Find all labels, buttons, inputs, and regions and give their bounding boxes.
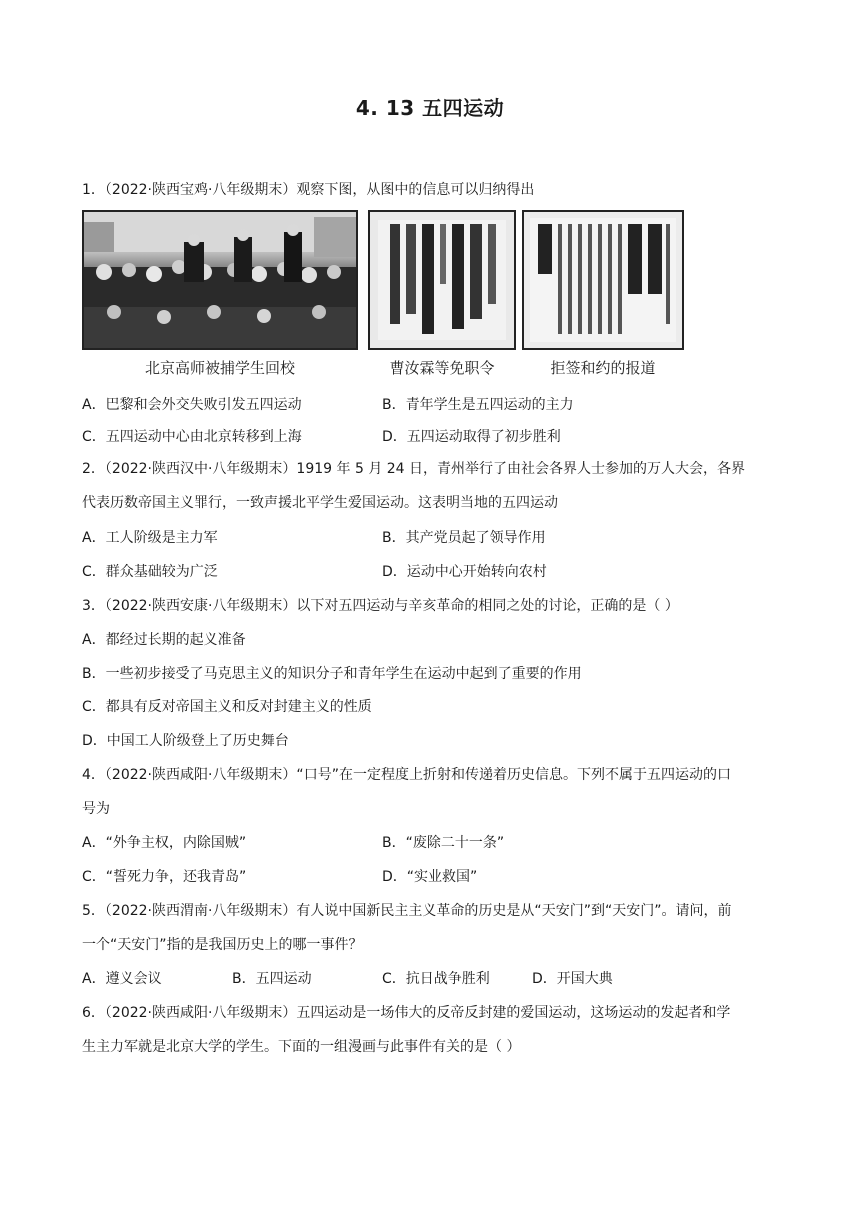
question-2-stem: 2．（2022·陕西汉中·八年级期末）1919 年 5 月 24 日，青州举行了由社会各界人士参加的万人大会，各界	[82, 461, 746, 477]
image-caption: 拒签和约的报道	[550, 359, 656, 377]
question-1-images	[82, 210, 686, 380]
option-b: B．其产党员起了领导作用	[382, 530, 546, 546]
option-c: C．群众基础较为广泛	[82, 564, 218, 580]
page-title: 4. 13 五四运动	[355, 96, 505, 120]
question-6-stem-cont: 生主力军就是北京大学的学生。下面的一组漫画与此事件有关的是（ ）	[82, 1039, 521, 1055]
question-2-stem-cont: 代表历数帝国主义罪行，一致声援北平学生爱国运动。这表明当地的五四运动	[82, 495, 558, 511]
question-1-stem: 1．（2022·陕西宝鸡·八年级期末）观察下图，从图中的信息可以归纳得出	[82, 182, 535, 198]
option-d: D．“实业救国”	[382, 869, 478, 885]
option-d: D．开国大典	[532, 971, 613, 987]
question-4-stem: 4．（2022·陕西咸阳·八年级期末）“口号”在一定程度上折射和传递着历史信息。下列不属于五四运动的口	[82, 767, 731, 783]
photo-refuse-treaty-report	[522, 210, 684, 350]
option-b: B．青年学生是五四运动的主力	[382, 397, 574, 413]
question-3-stem: 3．（2022·陕西安康·八年级期末）以下对五四运动与辛亥革命的相同之处的讨论，正确的是（ ）	[82, 598, 679, 614]
option-c: C．“誓死力争，还我青岛”	[82, 869, 247, 885]
option-b: B．五四运动	[232, 971, 312, 987]
newspaper-icon	[524, 212, 682, 348]
option-a: A．都经过长期的起义准备	[82, 632, 246, 648]
option-b: B．“废除二十一条”	[382, 835, 505, 851]
option-d: D．五四运动取得了初步胜利	[382, 429, 561, 445]
option-c: C．抗日战争胜利	[382, 971, 490, 987]
question-5-stem: 5．（2022·陕西渭南·八年级期末）有人说中国新民主主义革命的历史是从“天安门”到“天安门”。请问，前	[82, 903, 732, 919]
option-b: B．一些初步接受了马克思主义的知识分子和青年学生在运动中起到了重要的作用	[82, 666, 582, 682]
option-d: D．运动中心开始转向农村	[382, 564, 547, 580]
question-5-stem-cont: 一个“天安门”指的是我国历史上的哪一事件？	[82, 937, 363, 953]
option-a: A．工人阶级是主力军	[82, 530, 218, 546]
image-caption: 曹汝霖等免职令	[389, 359, 495, 377]
crowd-photo-icon	[84, 212, 356, 348]
photo-students-returning	[82, 210, 358, 350]
option-a: A．“外争主权，内除国贼”	[82, 835, 247, 851]
question-4-stem-cont: 号为	[82, 801, 110, 817]
image-caption: 北京高师被捕学生回校	[144, 359, 295, 377]
question-6-stem: 6．（2022·陕西咸阳·八年级期末）五四运动是一场伟大的反帝反封建的爱国运动，这场运动的发起者和学	[82, 1005, 731, 1021]
option-c: C．都具有反对帝国主义和反对封建主义的性质	[82, 699, 372, 715]
option-a: A．巴黎和会外交失败引发五四运动	[82, 397, 302, 413]
newspaper-icon	[370, 212, 514, 348]
option-d: D．中国工人阶级登上了历史舞台	[82, 733, 289, 749]
photo-dismissal-order	[368, 210, 516, 350]
option-a: A．遵义会议	[82, 971, 162, 987]
option-c: C．五四运动中心由北京转移到上海	[82, 429, 302, 445]
